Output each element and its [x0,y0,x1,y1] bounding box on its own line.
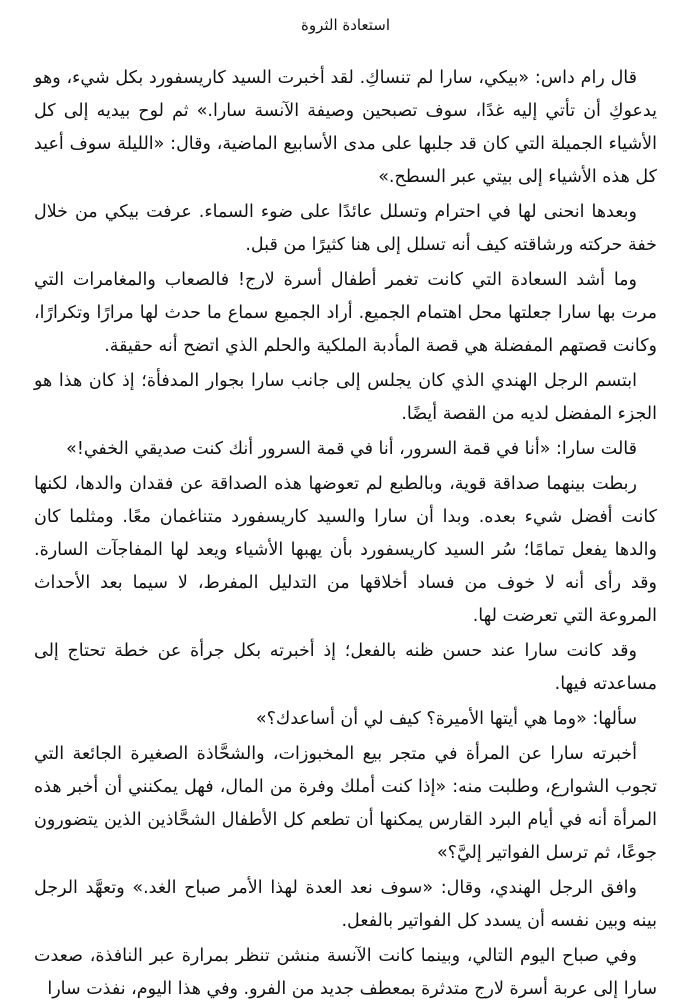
paragraph: قالت سارا: «أنا في قمة السرور، أنا في قمة السرور أنك كنت صديقي الخفي!» [66,439,637,459]
paragraph: وقد كانت سارا عند حسن ظنه بالفعل؛ إذ أخبرته بكل جرأة عن خطة تحتاج إلى مساعدته فيها. [34,641,657,694]
paragraph: ابتسم الرجل الهندي الذي كان يجلس إلى جانب سارا بجوار المدفأة؛ إذ كان هذا هو الجزء المفضل لديه من القصة أيضًا. [34,371,657,424]
paragraph: وبعدها انحنى لها في احترام وتسلل عائدًا على ضوء السماء. عرفت بيكي من خلال خفة حركته ورشاقته كيف أنه تسلل إلى هنا كثيرًا من قبل. [34,202,657,255]
paragraph: وافق الرجل الهندي، وقال: «سوف نعد العدة لهذا الأمر صباح الغد.» وتعهَّد الرجل بينه وبين نفسه أن يسدد كل الفواتير بالفعل. [34,878,657,931]
paragraph: أخبرته سارا عن المرأة في متجر بيع المخبوزات، والشحَّاذة الصغيرة الجائعة التي تجوب الشوارع، وطلبت منه: «إذا كنت أملك وفرة من المال، فهل يمكنني أن أخبر هذه المرأة أنه في أيام البرد القارس يمكنها أن تطعم كل الأطفال الشحَّاذين الذين يتضورون جوعًا، ثم ترسل الفواتير إليَّ؟» [34,744,657,863]
paragraph: وفي صباح اليوم التالي، وبينما كانت الآنسة منشن تنظر بمرارة عبر النافذة، صعدت سارا إلى عربة أسرة لارج متدثرة بمعطف جديد من الفرو. وفي هذا اليوم، نفذت سارا [34,946,657,999]
paragraph: قال رام داس: «بيكي، سارا لم تنساكِ. لقد أخبرت السيد كاريسفورد بكل شيء، وهو يدعوكِ أن تأتي إليه غدًا، سوف تصبحين وصيفة الآنسة سارا.» ثم لوح بيديه إلى كل الأشياء الجميلة التي كان قد جلبها على مدى الأسابيع الماضية، وقال: «الليلة سوف أعيد كل هذه الأشياء إلى بيتي عبر السطح.» [34,68,657,187]
paragraph: وما أشد السعادة التي كانت تغمر أطفال أسرة لارج! فالصعاب والمغامرات التي مرت بها سارا جعلتها محل اهتمام الجميع. أراد الجميع سماع ما حدث لها مرارًا وتكرارًا، وكانت قصتهم المفضلة هي قصة المأدبة الملكية والحلم الذي اتضح أنه حقيقة. [34,270,657,356]
paragraph: ربطت بينهما صداقة قوية، وبالطبع لم تعوضها هذه الصداقة عن فقدان والدها، لكنها كانت أفضل شيء بعده. وبدا أن سارا والسيد كاريسفورد متناغمان معًا. ومثلما كان والدها يفعل تمامًا؛ سُر السيد كاريسفورد بأن يهبها الأشياء ويعد لها المفاجآت السارة. وقد رأى أنه لا خوف من فساد أخلاقها من التدليل المفرط، لا سيما بعد الأحداث المروعة التي تعرضت لها. [34,474,657,626]
paragraph: سألها: «وما هي أيتها الأميرة؟ كيف لي أن أساعدك؟» [255,709,637,729]
running-head-title: استعادة الثروة [300,16,391,34]
body-text [34,62,657,1006]
